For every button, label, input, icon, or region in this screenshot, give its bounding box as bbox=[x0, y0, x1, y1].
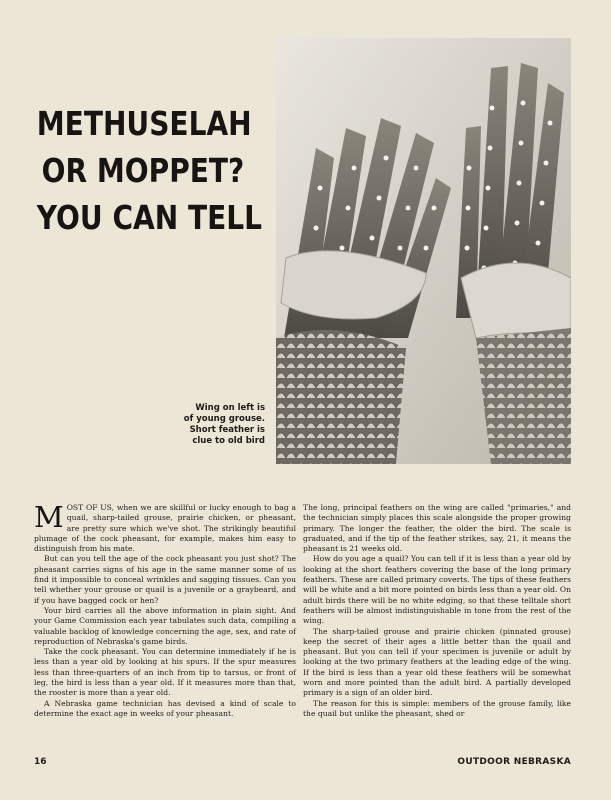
article-title bbox=[36, 100, 263, 241]
caption-line-3: Short feather is bbox=[189, 425, 265, 435]
caption-line-1: Wing on left is bbox=[195, 403, 265, 413]
paragraph-1-text: OST OF US, when we are skillful or lucky enough to bag a quail, sharp-tailed grouse, prairie chicken, or pheasant, are pretty sure which we've shot. The strikingly beautiful plumage of the cock pheasant, for example, makes him easy to distinguish from his mate. bbox=[34, 503, 296, 554]
paragraph-9: The reason for this is simple: members of the grouse family, like the quail but unlike the pheasant, shed or bbox=[303, 698, 571, 718]
drop-cap: M bbox=[34, 500, 64, 534]
photo-caption bbox=[170, 403, 265, 447]
text-column-right bbox=[303, 503, 571, 719]
title-line-1: METHUSELAH bbox=[36, 104, 252, 143]
paragraph-8: The sharp-tailed grouse and prairie chicken (pinnated grouse) keep the secret of their ages a little better than the quail and pheasant. But you can tell if your specimen is juvenile or adult by looking at the two primary feathers at the leading edge of the wing. If the bird is less than a year old these feathers will be somewhat worn and more pointed than the adult bird. A partially developed primary is a sign of an older bird. bbox=[303, 626, 571, 698]
paragraph-7: How do you age a quail? You can tell if it is less than a year old by looking at the short feathers covering the base of the long primary feathers. These are called primary coverts. The tips of these feathers will be white and a bit more pointed on birds less than a year old. On adult birds there will be no white edging, so that these telltale short feathers will be almost indistinguishable in tone from the rest of the wing. bbox=[303, 554, 571, 626]
paragraph-1 bbox=[34, 500, 296, 554]
caption-line-4: clue to old bird bbox=[192, 436, 265, 446]
paragraph-3: Your bird carries all the above information in plain sight. And your Game Commission each year tabulates such data, compiling a valuable backlog of knowledge concerning the age, sex, and rate of reproduction of Nebraska's game birds. bbox=[34, 605, 296, 646]
paragraph-6: The long, principal feathers on the wing are called "primaries," and the technician simply places this scale alongside the proper growing primary. The longer the feather, the older the bird. The scale is graduated, and if the tip of the feather strikes, say, 21, it means the pheasant is 21 weeks old. bbox=[303, 503, 571, 554]
title-line-2: OR MOPPET? bbox=[41, 151, 245, 190]
page-number: 16 bbox=[34, 757, 47, 767]
paragraph-4: Take the cock pheasant. You can determine immediately if he is less than a year old by looking at his spurs. If the spur measures less than three-quarters of an inch from tip to tarsus, or front of leg, the bird is less than a year old. If it measures more than that, the rooster is more than a year old. bbox=[34, 647, 296, 698]
paragraph-5: A Nebraska game technician has devised a kind of scale to determine the exact age in weeks of your pheasant. bbox=[34, 698, 296, 718]
text-column-left bbox=[34, 500, 296, 719]
paragraph-2: But can you tell the age of the cock pheasant you just shot? The pheasant carries signs of his age in the same manner some of us find it impossible to conceal wrinkles and sagging tissues. Can you tell whether your grouse or quail is a juvenile or a graybeard, and if you have bagged cock or hen? bbox=[34, 554, 296, 605]
wings-illustration bbox=[276, 38, 571, 464]
grouse-wings-photo bbox=[276, 38, 571, 464]
caption-line-2: of young grouse. bbox=[183, 414, 265, 424]
title-line-3: YOU CAN TELL bbox=[36, 198, 263, 237]
magazine-name: OUTDOOR NEBRASKA bbox=[457, 757, 571, 767]
